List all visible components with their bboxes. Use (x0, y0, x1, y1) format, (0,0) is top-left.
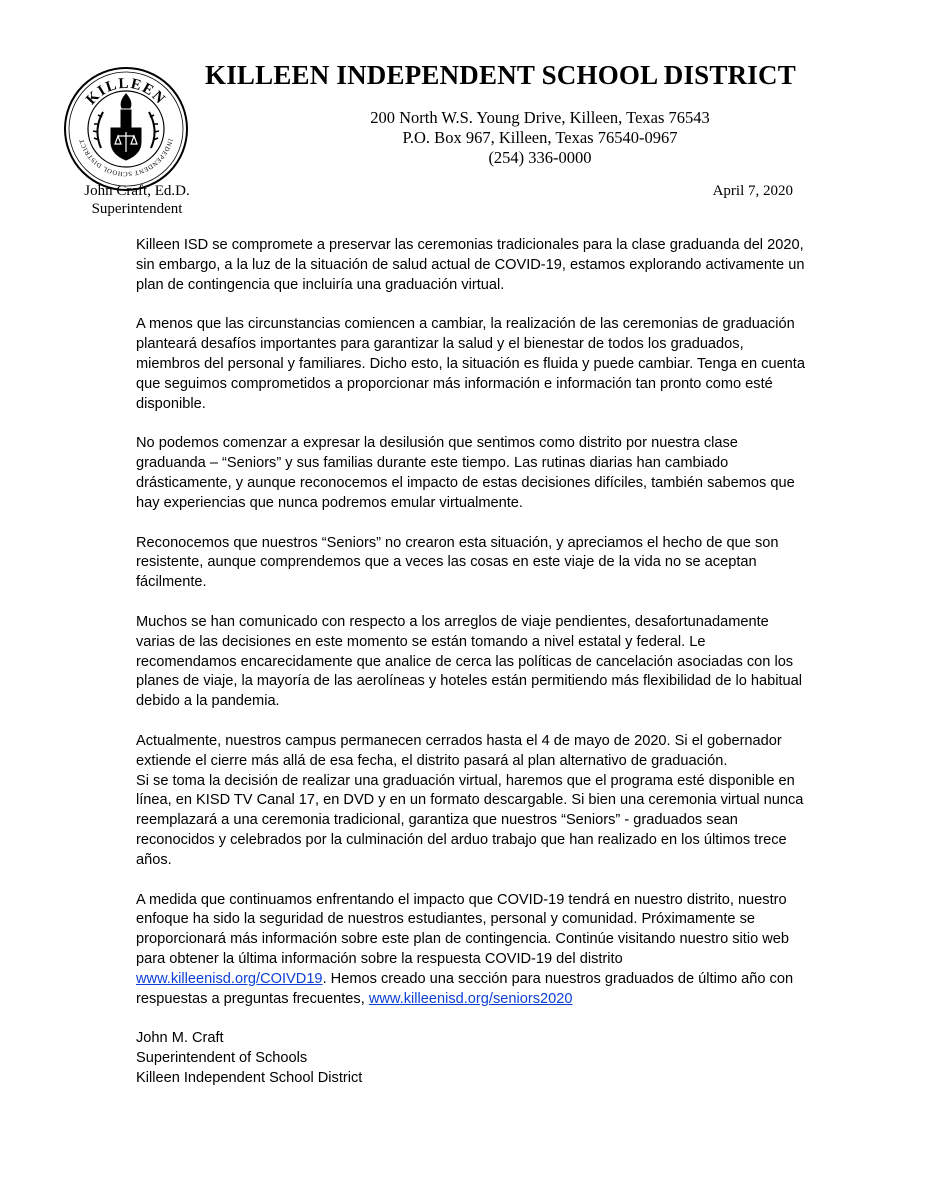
superintendent-name: John Craft, Ed.D. (84, 183, 190, 199)
paragraph-3: No podemos comenzar a expresar la desilusión que sentimos como distrito por nuestra clase graduanda – “Seniors” y sus familias durante este tiempo. Las rutinas diarias han cambiado drásticamente, y aunque reconocemos el impacto de estas decisiones difíciles, también sabemos que hay experiencias que nunca podremos emular virtualmente. (136, 435, 795, 511)
address-line-po-box: P.O. Box 967, Killeen, Texas 76540-0967 (402, 128, 678, 147)
signature-title: Superintendent of Schools (136, 1050, 308, 1067)
seniors2020-link[interactable]: www.killeenisd.org/seniors2020 (368, 990, 573, 1007)
paragraph-2: A menos que las circunstancias comiencen a cambiar, la realización de las ceremonias de graduación planteará desafíos importantes para garantizar la salud y el bienestar de todos los graduados, miembros del personal y familiares. Dicho esto, la situación es fluida y puede cambiar. Tenga en cuenta que seguimos comprometidos a proporcionar más información e información tan pronto como esté disponible. (136, 316, 805, 412)
paragraph-5: Muchos se han comunicado con respecto a los arreglos de viaje pendientes, desafortunadamente varias de las decisiones en este momento se están tomando a nivel estatal y federal. Le recomendamos encarecidamente que analice de cerca las políticas de cancelación asociadas con los planes de viaje, la mayoría de las aerolíneas y hoteles están permitiendo más flexibilidad de lo habitual debido a la pandemia. (136, 613, 803, 710)
superintendent-header-block (62, 182, 212, 218)
signature-org: Killeen Independent School District (136, 1069, 363, 1086)
district-name-heading: KILLEEN INDEPENDENT SCHOOL DISTRICT (205, 60, 796, 90)
paragraph-7 (136, 891, 806, 1010)
signature-block (136, 1029, 806, 1088)
superintendent-title: Superintendent (91, 201, 183, 217)
seal-top-text: KILLEEN (83, 75, 169, 109)
address-phone: (254) 336-0000 (488, 148, 592, 167)
address-line-street: 200 North W.S. Young Drive, Killeen, Texas 76543 (370, 108, 710, 127)
paragraph-6-part-a: Actualmente, nuestros campus permanecen cerrados hasta el 4 de mayo de 2020. Si el gobernador extiende el cierre más allá de esa fecha, el distrito pasará al plan alternativo de graduación. (136, 732, 782, 769)
paragraph-7-text-2: . Hemos creado una sección para nuestros graduados de último año con respuestas a preguntas frecuentes, (136, 970, 794, 1007)
torch-shield-emblem (93, 94, 159, 160)
paragraph-6 (136, 732, 806, 871)
signature-name: John M. Craft (136, 1030, 224, 1047)
district-address (300, 108, 780, 168)
paragraph-7-text-1: A medida que continuamos enfrentando el impacto que COVID-19 tendrá en nuestro distrito, nuestro enfoque ha sido la seguridad de nuestros estudiantes, personal y comunidad. Próximamente se proporcionará más información sobre este plan de contingencia. Continúe visitando nuestro sitio web para obtener la última información sobre la respuesta COVID-19 del distrito (136, 891, 790, 967)
paragraph-6-part-b: Si se toma la decisión de realizar una graduación virtual, haremos que el programa esté disponible en línea, en KISD TV Canal 17, en DVD y en un formato descargable. Si bien una ceremonia virtual nunca reemplazará a una ceremonia tradicional, garantiza que nuestros “Seniors” - graduados sean reconocidos y celebrados por la culminación del arduo trabajo que han realizado en los últimos trece años. (136, 772, 804, 868)
letter-body (136, 236, 806, 1089)
seal-ring-text: INDEPENDENT SCHOOL DISTRICT (78, 137, 174, 178)
paragraph-4: Reconocemos que nuestros “Seniors” no crearon esta situación, y apreciamos el hecho de que son resistente, aunque comprendemos que a veces las cosas en este viaje de la vida no se aceptan fácilmente. (136, 534, 779, 591)
paragraph-1: Killeen ISD se compromete a preservar las ceremonias tradicionales para la clase graduanda del 2020, sin embargo, a la luz de la situación de salud actual de COVID-19, estamos explorando activamente un plan de contingencia que incluiría una graduación virtual. (136, 237, 805, 293)
letter-date: April 7, 2020 (712, 183, 793, 199)
district-seal-logo (63, 66, 189, 192)
covid19-link[interactable]: www.killeenisd.org/COIVD19 (136, 970, 323, 987)
